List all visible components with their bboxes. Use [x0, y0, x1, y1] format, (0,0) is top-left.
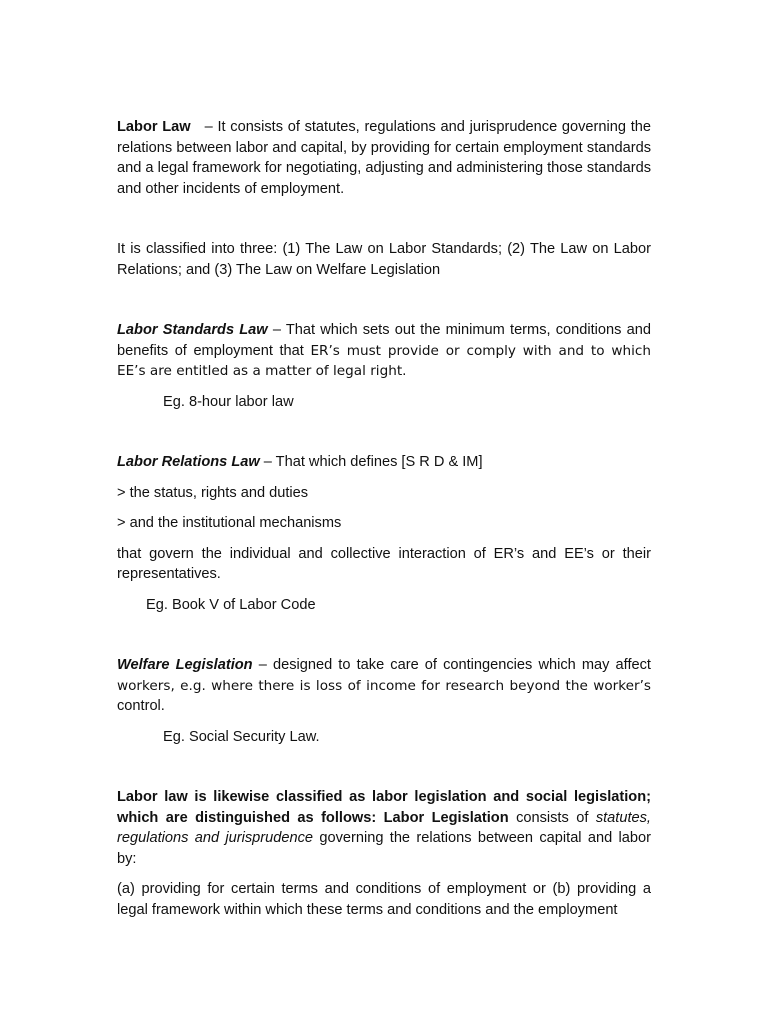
labor-social-text-a: consists of	[508, 809, 596, 826]
example-welfare: Eg. Social Security Law.	[163, 728, 320, 745]
labor-social-legislation-paragraph	[117, 787, 651, 869]
welfare-text-c: control.	[117, 698, 165, 714]
welfare-text-a: – designed to take care of contingencies which may affect	[252, 657, 651, 673]
labor-social-italic: statutes, regulations and jurisprudence	[117, 809, 651, 846]
labor-social-text-b: governing the relations between capital and labor by:	[117, 830, 652, 867]
document-page	[117, 117, 651, 920]
labor-standards-definition	[117, 320, 651, 382]
welfare-legislation-definition	[117, 655, 651, 717]
classification-paragraph: It is classified into three: (1) The Law on Labor Standards; (2) The Law on Labor Relations; and (3) The Law on Welfare Legislation	[117, 241, 651, 278]
labor-social-bold: Labor law is likewise classified as labor legislation and social legislation; which are distinguished as follows: Labor Legislation	[117, 789, 651, 826]
welfare-text-b: workers, e.g. where there is loss of income for research beyond the worker’s	[117, 677, 651, 694]
example-labor-standards: Eg. 8-hour labor law	[163, 393, 294, 410]
labor-relations-text: – That which defines [S R D & IM]	[259, 454, 483, 470]
labor-relations-tail	[117, 544, 651, 585]
labor-relations-tail-a: that govern the individual and collective interaction of ER’s and EE’s or their	[117, 545, 651, 562]
term-labor-law: Labor Law	[117, 119, 191, 135]
labor-relations-tail-b: representatives.	[117, 566, 221, 582]
example-labor-relations: Eg. Book V of Labor Code	[146, 596, 316, 613]
labor-law-text: – It consists of statutes, regulations and jurisprudence governing the relations between labor and capital, by providing for certain employment standards and a legal framework for negotiating, adjusting and administering those standards and other incidents of employment.	[117, 119, 651, 197]
labor-relations-definition	[117, 452, 651, 473]
term-labor-relations-law: Labor Relations Law	[117, 454, 260, 470]
labor-standards-text-a: – That which sets out the minimum terms, conditions and benefits of employment that	[117, 322, 651, 359]
labor-relations-item-2: > and the institutional mechanisms	[117, 515, 342, 531]
labor-relations-item-1: > the status, rights and duties	[117, 484, 309, 501]
term-labor-standards-law: Labor Standards Law	[117, 322, 268, 338]
labor-standards-text-b: ER’s must provide or comply with and to which EE’s are entitled as a matter of legal right.	[117, 342, 651, 379]
labor-law-definition	[117, 117, 651, 199]
labor-legislation-means: (a) providing for certain terms and conditions of employment or (b) providing a legal framework within which these terms and conditions and the employment	[117, 881, 651, 918]
term-welfare-legislation: Welfare Legislation	[117, 657, 253, 673]
